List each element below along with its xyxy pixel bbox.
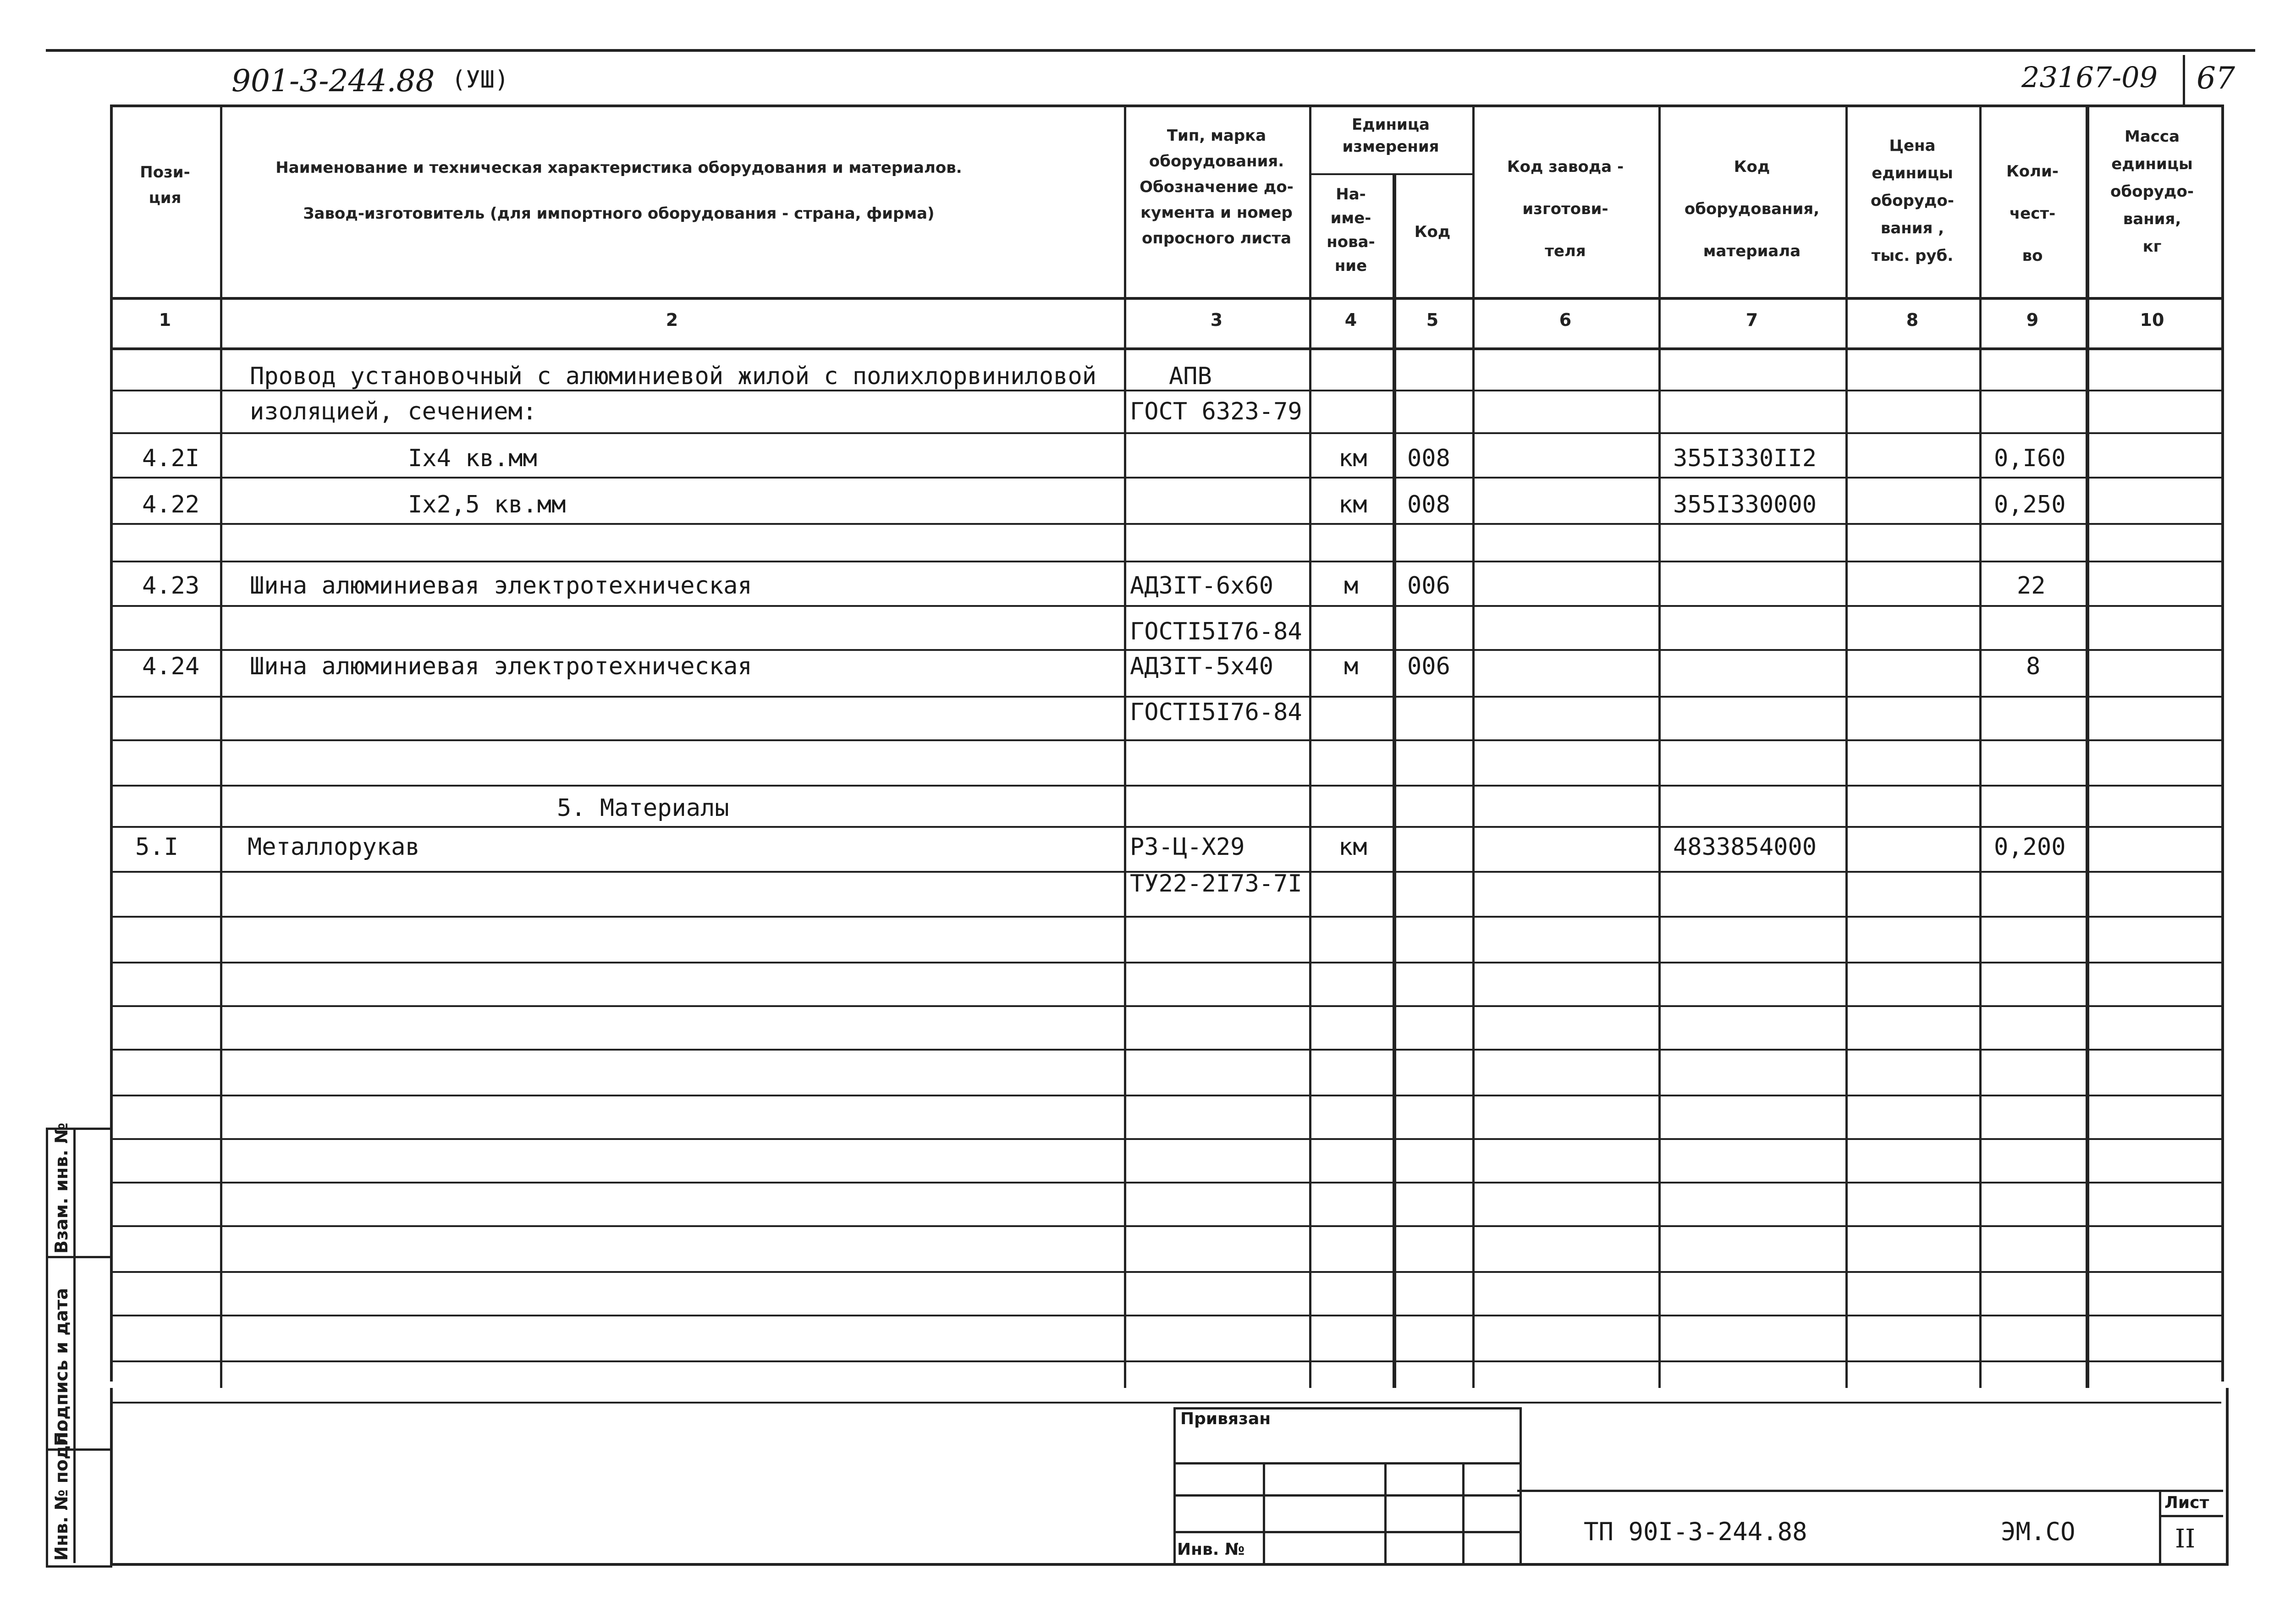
row-separator — [110, 1049, 2221, 1051]
colnum-bottom-line — [110, 347, 2221, 350]
row-separator — [110, 1182, 2221, 1184]
colnum-9: 9 — [2026, 310, 2039, 330]
row-separator — [110, 1225, 2221, 1227]
row-12-unit: км — [1338, 833, 1367, 861]
row-6-name: Шина алюминиевая электротехническая — [250, 572, 752, 600]
title-block-top — [1517, 1490, 2223, 1492]
row-separator — [110, 605, 2221, 607]
header-unit-name: На- име- нова- ние — [1327, 185, 1375, 275]
row-8-pos: 4.24 — [142, 653, 200, 680]
sheet-box-left — [2159, 1490, 2161, 1563]
stamp-line — [1173, 1531, 1520, 1533]
row-8-unit: м — [1344, 653, 1359, 680]
doc-mark: ЭМ.СО — [2001, 1517, 2076, 1546]
row-separator — [110, 477, 2221, 479]
doc-code: 901-3-244.88 — [231, 63, 435, 99]
header-unit-code: Код — [1414, 223, 1451, 241]
row-12-type: Р3-Ц-Х29 — [1130, 833, 1245, 861]
header-plant-code: Код завода - изготови- теля — [1507, 158, 1624, 260]
colnum-4: 4 — [1344, 310, 1357, 330]
row-separator — [110, 785, 2221, 787]
header-mass: Масса единицы оборудо- вания, кг — [2110, 127, 2194, 256]
header-position: Пози- ция — [140, 163, 190, 207]
header-equipment-code: Код оборудования, материала — [1684, 158, 1820, 260]
sheet-number: II — [2175, 1524, 2196, 1554]
sheet-label: Лист — [2164, 1493, 2209, 1512]
page-number: 67 — [2197, 61, 2235, 96]
header-type: Тип, марка оборудования. Обозначение до- кумента и номер опросного листа — [1140, 127, 1294, 248]
header-bottom-line — [110, 297, 2221, 300]
sheet-box-divider — [2159, 1515, 2223, 1517]
stamp-line — [1263, 1462, 1265, 1563]
row-8-code: 006 — [1407, 653, 1450, 680]
equipment-table — [110, 105, 2223, 1388]
row-separator — [110, 1138, 2221, 1140]
page-number-divider — [2183, 55, 2185, 105]
row-separator — [110, 1360, 2221, 1362]
original-inventory-label: Инв. № подл. — [51, 1426, 72, 1561]
stamp-line — [1462, 1462, 1465, 1563]
row-6-code: 006 — [1407, 572, 1450, 600]
row-separator — [110, 1005, 2221, 1007]
row-separator — [110, 696, 2221, 698]
row-separator — [110, 432, 2221, 434]
colnum-3: 3 — [1210, 310, 1223, 330]
row-4-name: Iх2,5 кв.мм — [408, 491, 566, 518]
colnum-6: 6 — [1559, 310, 1572, 330]
colnum-2: 2 — [666, 310, 678, 330]
row-12-pos: 5.I — [135, 833, 178, 861]
row-3-equip: 355I330II2 — [1673, 445, 1817, 472]
row-4-unit: км — [1338, 491, 1367, 518]
row-3-pos: 4.2I — [142, 445, 200, 472]
doc-code-suffix: (УШ) — [451, 66, 509, 94]
unit-group-divider — [1309, 173, 1472, 175]
row-6-unit: м — [1344, 572, 1359, 600]
replace-inventory-label: Взам. инв. № — [51, 1123, 72, 1254]
side-divider — [73, 1128, 76, 1563]
row-2-name: изоляцией, сечением: — [250, 398, 537, 425]
row-separator — [110, 1095, 2221, 1096]
header-quantity: Коли- чест- во — [2006, 162, 2059, 265]
colnum-10: 10 — [2140, 310, 2164, 330]
colnum-7: 7 — [1745, 310, 1758, 330]
colnum-5: 5 — [1426, 310, 1439, 330]
table-frame — [110, 105, 2224, 1382]
header-price: Цена единицы оборудо- вания , тыс. руб. — [1871, 137, 1954, 265]
row-separator — [110, 649, 2221, 651]
header-name-line2: Завод-изготовитель (для импортного оборудования - страна, фирма) — [303, 204, 935, 223]
tp-code: ТП 90I-3-244.88 — [1584, 1517, 1807, 1546]
row-12-qty: 0,200 — [1994, 833, 2066, 861]
binding-stamp-label: Привязан — [1180, 1409, 1271, 1428]
colnum-1: 1 — [159, 310, 171, 330]
row-separator — [110, 523, 2221, 525]
bottom-frame — [110, 1388, 2229, 1566]
section-title: 5. Материалы — [557, 794, 729, 822]
header-unit-group: Единица измерения — [1342, 116, 1439, 156]
row-4-code: 008 — [1407, 491, 1450, 518]
row-4-pos: 4.22 — [142, 491, 200, 518]
row-2-type: ГОСТ 6323-79 — [1130, 398, 1302, 425]
top-border-line — [46, 49, 2255, 52]
col-divider — [1393, 173, 1396, 1388]
row-7-type: ГОСТI5I76-84 — [1130, 618, 1302, 645]
row-6-qty: 22 — [2017, 572, 2046, 600]
row-13-type: ТУ22-2I73-7I — [1130, 870, 1302, 897]
row-12-equip: 4833854000 — [1673, 833, 1817, 861]
signature-date-label: Подпись и дата — [51, 1288, 72, 1446]
row-separator — [110, 826, 2221, 828]
row-12-name: Металлорукав — [248, 833, 420, 861]
row-3-name: Iх4 кв.мм — [408, 445, 537, 472]
row-8-qty: 8 — [2026, 653, 2041, 680]
stamp-line — [1173, 1462, 1520, 1464]
row-3-unit: км — [1338, 445, 1367, 472]
row-separator — [110, 561, 2221, 562]
stamp-line — [1173, 1494, 1520, 1497]
row-6-pos: 4.23 — [142, 572, 200, 600]
row-1-type: АПВ — [1169, 363, 1212, 390]
row-1-name: Провод установочный с алюминиевой жилой с полихлорвиниловой — [250, 363, 1097, 390]
row-separator — [110, 916, 2221, 918]
row-8-name: Шина алюминиевая электротехническая — [250, 653, 752, 680]
row-9-type: ГОСТI5I76-84 — [1130, 699, 1302, 726]
stamp-inventory-label: Инв. № — [1177, 1540, 1245, 1559]
row-separator — [110, 1271, 2221, 1273]
row-separator — [110, 1315, 2221, 1316]
header-name-line1: Наименование и техническая характеристика оборудования и материалов. — [275, 159, 962, 177]
row-3-code: 008 — [1407, 445, 1450, 472]
row-8-type: АД3IТ-5х40 — [1130, 653, 1274, 680]
row-separator — [110, 962, 2221, 963]
row-3-qty: 0,I60 — [1994, 445, 2066, 472]
row-4-equip: 355I330000 — [1673, 491, 1817, 518]
colnum-8: 8 — [1906, 310, 1919, 330]
row-separator — [110, 739, 2221, 741]
side-divider — [46, 1256, 110, 1258]
row-4-qty: 0,250 — [1994, 491, 2066, 518]
inventory-number: 23167-09 — [2021, 61, 2158, 94]
stamp-line — [1384, 1462, 1387, 1563]
row-6-type: АД3IТ-6х60 — [1130, 572, 1274, 600]
